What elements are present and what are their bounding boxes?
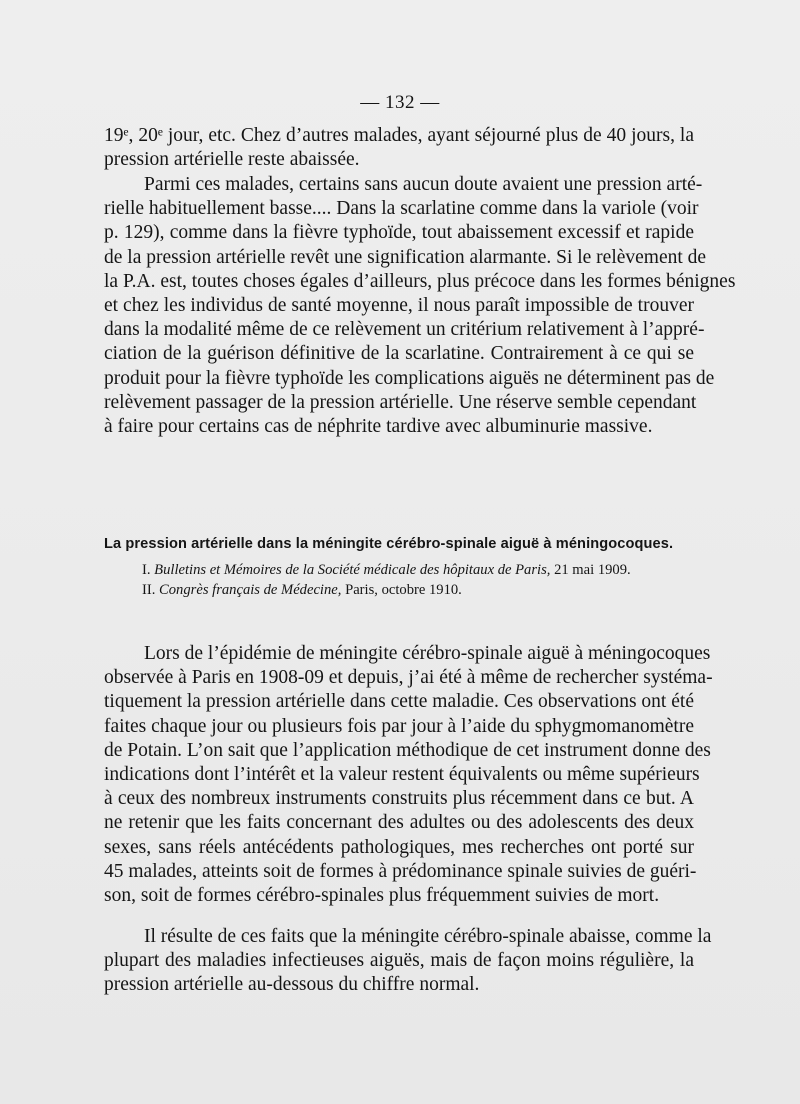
text-line: Lors de l’épidémie de méningite cérébro-spinale aiguë à méningocoques: [144, 643, 711, 664]
reference-item: [104, 560, 694, 580]
text-line: Parmi ces malades, certains sans aucun doute avaient une pression arté-: [144, 174, 703, 195]
text-line: indications dont l’intérêt et la valeur restent équivalents ou même supérieurs: [104, 763, 700, 785]
paragraph-epidemie: [104, 642, 713, 908]
text-line: sexes, sans réels antécédents pathologiques, mes recherches ont porté sur: [104, 836, 694, 858]
reference-number: I.: [142, 562, 151, 578]
paragraph-conclusion: [104, 925, 712, 998]
text-line: dans la modalité même de ce relèvement un critérium relativement à l’appré-: [104, 319, 705, 341]
text-line: 19ᵉ, 20ᵉ jour, etc. Chez d’autres malades, ayant séjourné plus de 40 jours, la: [104, 125, 694, 146]
reference-date: Paris, octobre 1910.: [345, 582, 462, 598]
section-title: La pression artérielle dans la méningite cérébro-spinale aiguë à méningocoques.: [104, 536, 674, 552]
text-line: de la pression artérielle revêt une signification alarmante. Si le relèvement de: [104, 246, 707, 268]
text-line: faites chaque jour ou plusieurs fois par jour à l’aide du sphygmomanomètre: [104, 715, 694, 737]
text-line: ciation de la guérison définitive de la scarlatine. Contrairement à ce qui se: [104, 343, 694, 365]
text-line: pression artérielle au-dessous du chiffre normal.: [104, 974, 480, 996]
text-line: ne retenir que les faits concernant des adultes ou des adolescents des deux: [104, 812, 694, 834]
text-line: Il résulte de ces faits que la méningite cérébro-spinale abaisse, comme la: [144, 926, 712, 947]
text-line: rielle habituellement basse.... Dans la scarlatine comme dans la variole (voir: [104, 198, 699, 220]
text-line: son, soit de formes cérébro-spinales plus fréquemment suivies de mort.: [104, 884, 660, 906]
reference-source: Bulletins et Mémoires de la Société médicale des hôpitaux de Paris,: [154, 562, 551, 578]
text-line: pression artérielle reste abaissée.: [104, 149, 360, 171]
reference-number: II.: [142, 582, 156, 598]
text-line: et chez les individus de santé moyenne, il nous paraît impossible de trouver: [104, 294, 694, 316]
text-line: à faire pour certains cas de néphrite tardive avec albuminurie massive.: [104, 415, 653, 437]
text-line: produit pour la fièvre typhoïde les complications aiguës ne déterminent pas de: [104, 367, 715, 389]
text-line: 45 malades, atteints soit de formes à prédominance spinale suivies de guéri-: [104, 860, 697, 882]
text-line: de Potain. L’on sait que l’application méthodique de cet instrument donne des: [104, 739, 711, 761]
reference-source: Congrès français de Médecine,: [159, 582, 342, 598]
text-line: plupart des maladies infectieuses aiguës, mais de façon moins régulière, la: [104, 950, 694, 972]
text-line: p. 129), comme dans la fièvre typhoïde, tout abaissement excessif et rapide: [104, 222, 694, 244]
text-line: tiquement la pression artérielle dans cette maladie. Ces observations ont été: [104, 691, 694, 713]
page-number: — 132 —: [360, 92, 440, 113]
section-header: [104, 534, 694, 600]
text-line: à ceux des nombreux instruments construits plus récemment dans ce but. A: [104, 788, 694, 810]
text-line: observée à Paris en 1908-09 et depuis, j’ai été à même de rechercher systéma-: [104, 667, 713, 689]
reference-item: [104, 580, 694, 600]
paragraph-continuation: [104, 124, 694, 172]
text-line: la P.A. est, toutes choses égales d’ailleurs, plus précoce dans les formes bénignes: [104, 270, 736, 292]
reference-date: 21 mai 1909.: [554, 562, 631, 578]
paragraph-scarlatine: [104, 173, 736, 439]
text-line: relèvement passager de la pression artérielle. Une réserve semble cependant: [104, 391, 697, 413]
